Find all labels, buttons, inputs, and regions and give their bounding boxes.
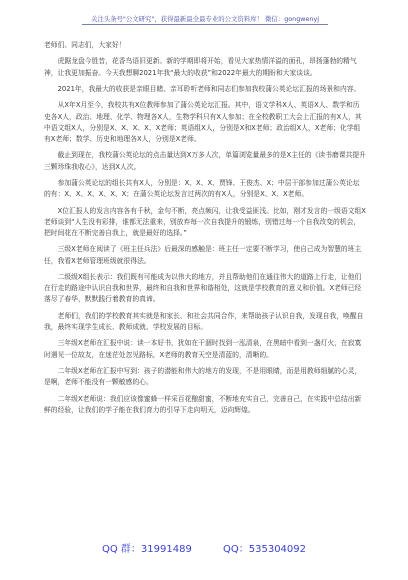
header-banner: 关注头条号"公文研究"，获得最新最全最专业的公文资料库！ 微信：gongwenyj — [82, 14, 328, 25]
paragraph: 老师们，我们的学校教育其实就是和家长、和社会共同合作，来帮助孩子认识自我，发现自我，唤醒自我，最终实现学生成长、教师成就、学校发展的目标。 — [44, 311, 364, 331]
paragraph-greeting: 老师们、同志们，大家好！ — [44, 41, 126, 49]
footer-qq: QQ：535304092 — [223, 544, 307, 555]
paragraph: 二年级X老师在汇报中写到：孩子的潜能和伟大的地方的发现，不是用眼睛，而是用教师细腻的心灵，是啊，老师不能没有一颗敏感的心。 — [44, 366, 362, 387]
paragraph: 参加蒲公英论坛的组长共有X人，分别是：X、X、X、贾锋、王俊杰、X；中层干部参加过蒲公英论坛的有：X、X、X、X、X、X；在蒲公英论坛发言过两次的有X人，分别是X、X、X老师。 — [44, 178, 360, 199]
paragraph: 二年级X老师说：我们应该像蜜蜂一样采百花酿甜蜜，不断地充实自己，完善自己，在实践中总结出新鲜的经验，让我们的学子能在我们育力的引导下走向明天，迈向辉煌。 — [44, 394, 362, 414]
footer-contact — [0, 544, 408, 556]
paragraph: 三年级X老师在汇报中说：读一本好书，犹如在干涸时找到一泓清泉，在黑暗中看到一盏灯火，在寂寞时遇见一位故友，在迷茫处忽见路标，X老师的教育天空是清蓝的，清晰的。 — [44, 339, 362, 359]
document-body — [44, 40, 366, 421]
footer-qq-group: QQ 群：31991489 — [101, 544, 192, 555]
paragraph: 从X年X月至今，我校共有X位教师参加了蒲公英论坛汇报。其中，语文学科X人、英语X人、数学和历史各X人，政治、地理、化学、物理各X人，生物学科只有X人参加；在全校教职工大会上汇报的有X人，其中语文组X人，分别是X、X、X、X、X老师；英语组X人，分别是X和X老师；政治组X人，X老师；化学组有X老师；数学、历史和地理各X人，分别是X老师。 — [44, 101, 362, 143]
paragraph: X位汇报人的发言内容各有千秋，金句不断，亮点频闪，让我受益匪浅。比如，刚才发言的一级语文组X老师谈到“人生没有彩排，谁都无法重来，别放弃每一次自我提升的锻炼，别错过每一个自我改变的机会，把时间花在不断完善自我上，就是最好的选择。” — [44, 206, 366, 237]
paragraph: 二级级X组长表示：我们既有可能成为以伟大的地方，并且帮助他们在通往伟大的道路上行走，让他们在行走的路途中认识自我和世界，最终和自我和世界和谐相处，这就是学校教育的意义和价值。X老师已经落尽了春华，默默践行着教育的真谛。 — [44, 272, 362, 304]
paragraph: 虎踞龙盘今胜昔，花香鸟语旧更新。新的学期即将开始，看见大家热情洋溢的面孔，昂扬蓬勃的精气神，让我更加振奋。今天我想聊2021年我“最大的收获”和2022年最大的期盼和大家谈谈。 — [44, 57, 357, 77]
paragraph: 截止到现在，我校蒲公英论坛的点击量达到X万多人次，单篇浏览量最多的是X主任的《读书磨课共提升三颗珍珠我收心》，达到X人次。 — [44, 151, 366, 171]
paragraph: 2021年，我最大的收获是亲眼目睹、亲耳聆听老师和同志们参加我校蒲公英论坛汇报的场景和内容。 — [57, 84, 361, 93]
paragraph: 三级X老师在阅读了《班主任兵法》后最深的感触是：班主任一定要不断学习，使自己成为智慧的班主任，我看X老师管理班级就很得法。 — [44, 245, 362, 265]
